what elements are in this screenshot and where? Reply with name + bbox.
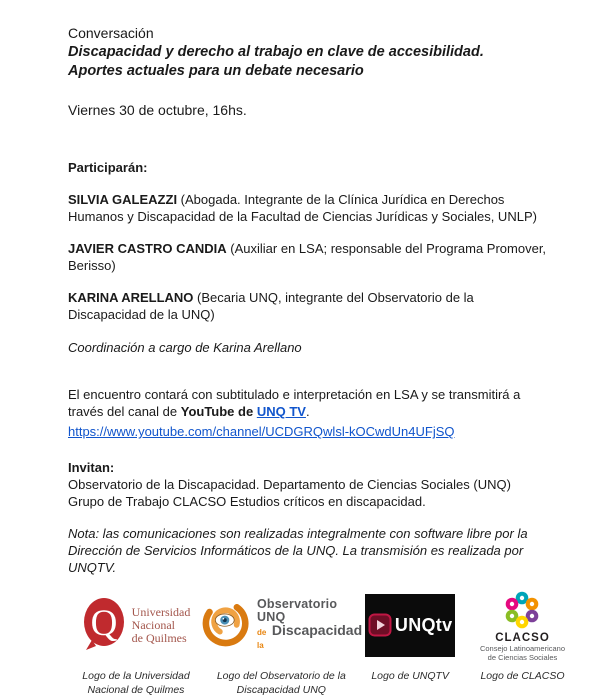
invite-block (68, 459, 552, 510)
event-title-line1: Discapacidad y derecho al trabajo en clave de accesibilidad. (68, 44, 484, 60)
document-body (68, 0, 552, 576)
participant-desc: (Auxiliar en LSA; responsable del Programa Promover, Berisso) (68, 241, 547, 273)
unq-text-line: de Quilmes (131, 630, 187, 645)
play-button-icon (368, 613, 392, 637)
clacso-pinwheel-icon (497, 589, 547, 631)
logo-cell-unqtv (363, 590, 458, 683)
participant-name: JAVIER CASTRO CANDIA (68, 241, 227, 256)
broadcast-period: . (305, 404, 310, 419)
logo-cell-unq (72, 590, 200, 697)
clacso-subtitle (480, 644, 565, 662)
unqtv-label: UNQtv (394, 614, 453, 635)
participant-name: KARINA ARELLANO (68, 290, 194, 305)
clacso-name: CLACSO (495, 631, 550, 644)
participant-name: SILVIA GALEAZZI (68, 192, 178, 207)
clacso-subtitle-line1: Consejo Latinoamericano (479, 643, 566, 653)
unqtv-logo (365, 590, 455, 660)
invite-line-observatorio: Observatorio de la Discapacidad. Departamento de Ciencias Sociales (UNQ) (68, 477, 511, 492)
unq-text-line: Nacional (131, 617, 175, 632)
participant-javier (68, 240, 552, 274)
logos-row (72, 590, 580, 697)
logo-cell-clacso (465, 590, 580, 683)
coordination-note: Coordinación a cargo de Karina Arellano (68, 340, 302, 355)
event-title-line2: Aportes actuales para un debate necesario (68, 63, 364, 79)
event-datetime: Viernes 30 de octubre, 16hs. (68, 102, 247, 118)
unq-text-line: Universidad (131, 604, 191, 619)
unq-logo-text (132, 606, 191, 645)
participants-heading: Participarán: (68, 160, 148, 175)
participant-desc: (Abogada. Integrante de la Clínica Jurídica en Derechos Humanos y Discapacidad de la Facultad de Ciencias Jurídicas y Sociales, UNLP) (68, 192, 537, 224)
unq-q-icon (82, 596, 126, 654)
observatorio-logo-text (257, 598, 362, 652)
logo-cell-observatorio (207, 590, 363, 697)
observatorio-discapacidad: Discapacidad (271, 622, 363, 638)
clacso-logo-caption: Logo de CLACSO (480, 670, 565, 682)
broadcast-paragraph (68, 386, 552, 440)
clacso-subtitle-line2: de Ciencias Sociales (487, 652, 558, 662)
broadcast-youtube-bold: YouTube de (180, 404, 257, 419)
unqtv-logo-caption: Logo de UNQTV (371, 670, 449, 682)
unqtv-channel-link[interactable]: UNQ TV (256, 404, 306, 419)
broadcast-text: El encuentro contará con subtitulado e interpretación en LSA y se transmitirá a través del canal de (68, 387, 521, 419)
invite-heading: Invitan: (68, 460, 115, 475)
invite-line-clacso: Grupo de Trabajo CLACSO Estudios críticos en discapacidad. (68, 494, 426, 509)
event-kicker: Conversación (68, 25, 154, 41)
youtube-url-line (68, 423, 552, 440)
unq-logo-caption: Logo de la Universidad Nacional de Quilmes (82, 670, 190, 696)
clacso-logo (480, 590, 565, 660)
observatorio-dela: de la (256, 628, 267, 650)
participant-silvia (68, 191, 552, 225)
youtube-url-link[interactable]: https://www.youtube.com/channel/UCDGRQwlsl-kOCwdUn4UFjSQ (68, 424, 455, 439)
participant-desc: (Becaria UNQ, integrante del Observatorio de la Discapacidad de la UNQ) (68, 290, 474, 322)
svg-text:Q: Q (90, 603, 118, 644)
observatorio-text-line1: Observatorio UNQ (256, 597, 338, 624)
technical-note: Nota: las comunicaciones son realizadas integralmente con software libre por la Dirección de Servicios Informáticos de la UNQ. La transmisión es realizada por UNQTV. (68, 526, 528, 575)
unq-logo (82, 590, 191, 660)
observatorio-logo (201, 590, 363, 660)
participant-karina (68, 289, 552, 323)
observatorio-eye-icon (201, 594, 253, 656)
observatorio-logo-caption: Logo del Observatorio de la Discapacidad UNQ (216, 670, 346, 696)
